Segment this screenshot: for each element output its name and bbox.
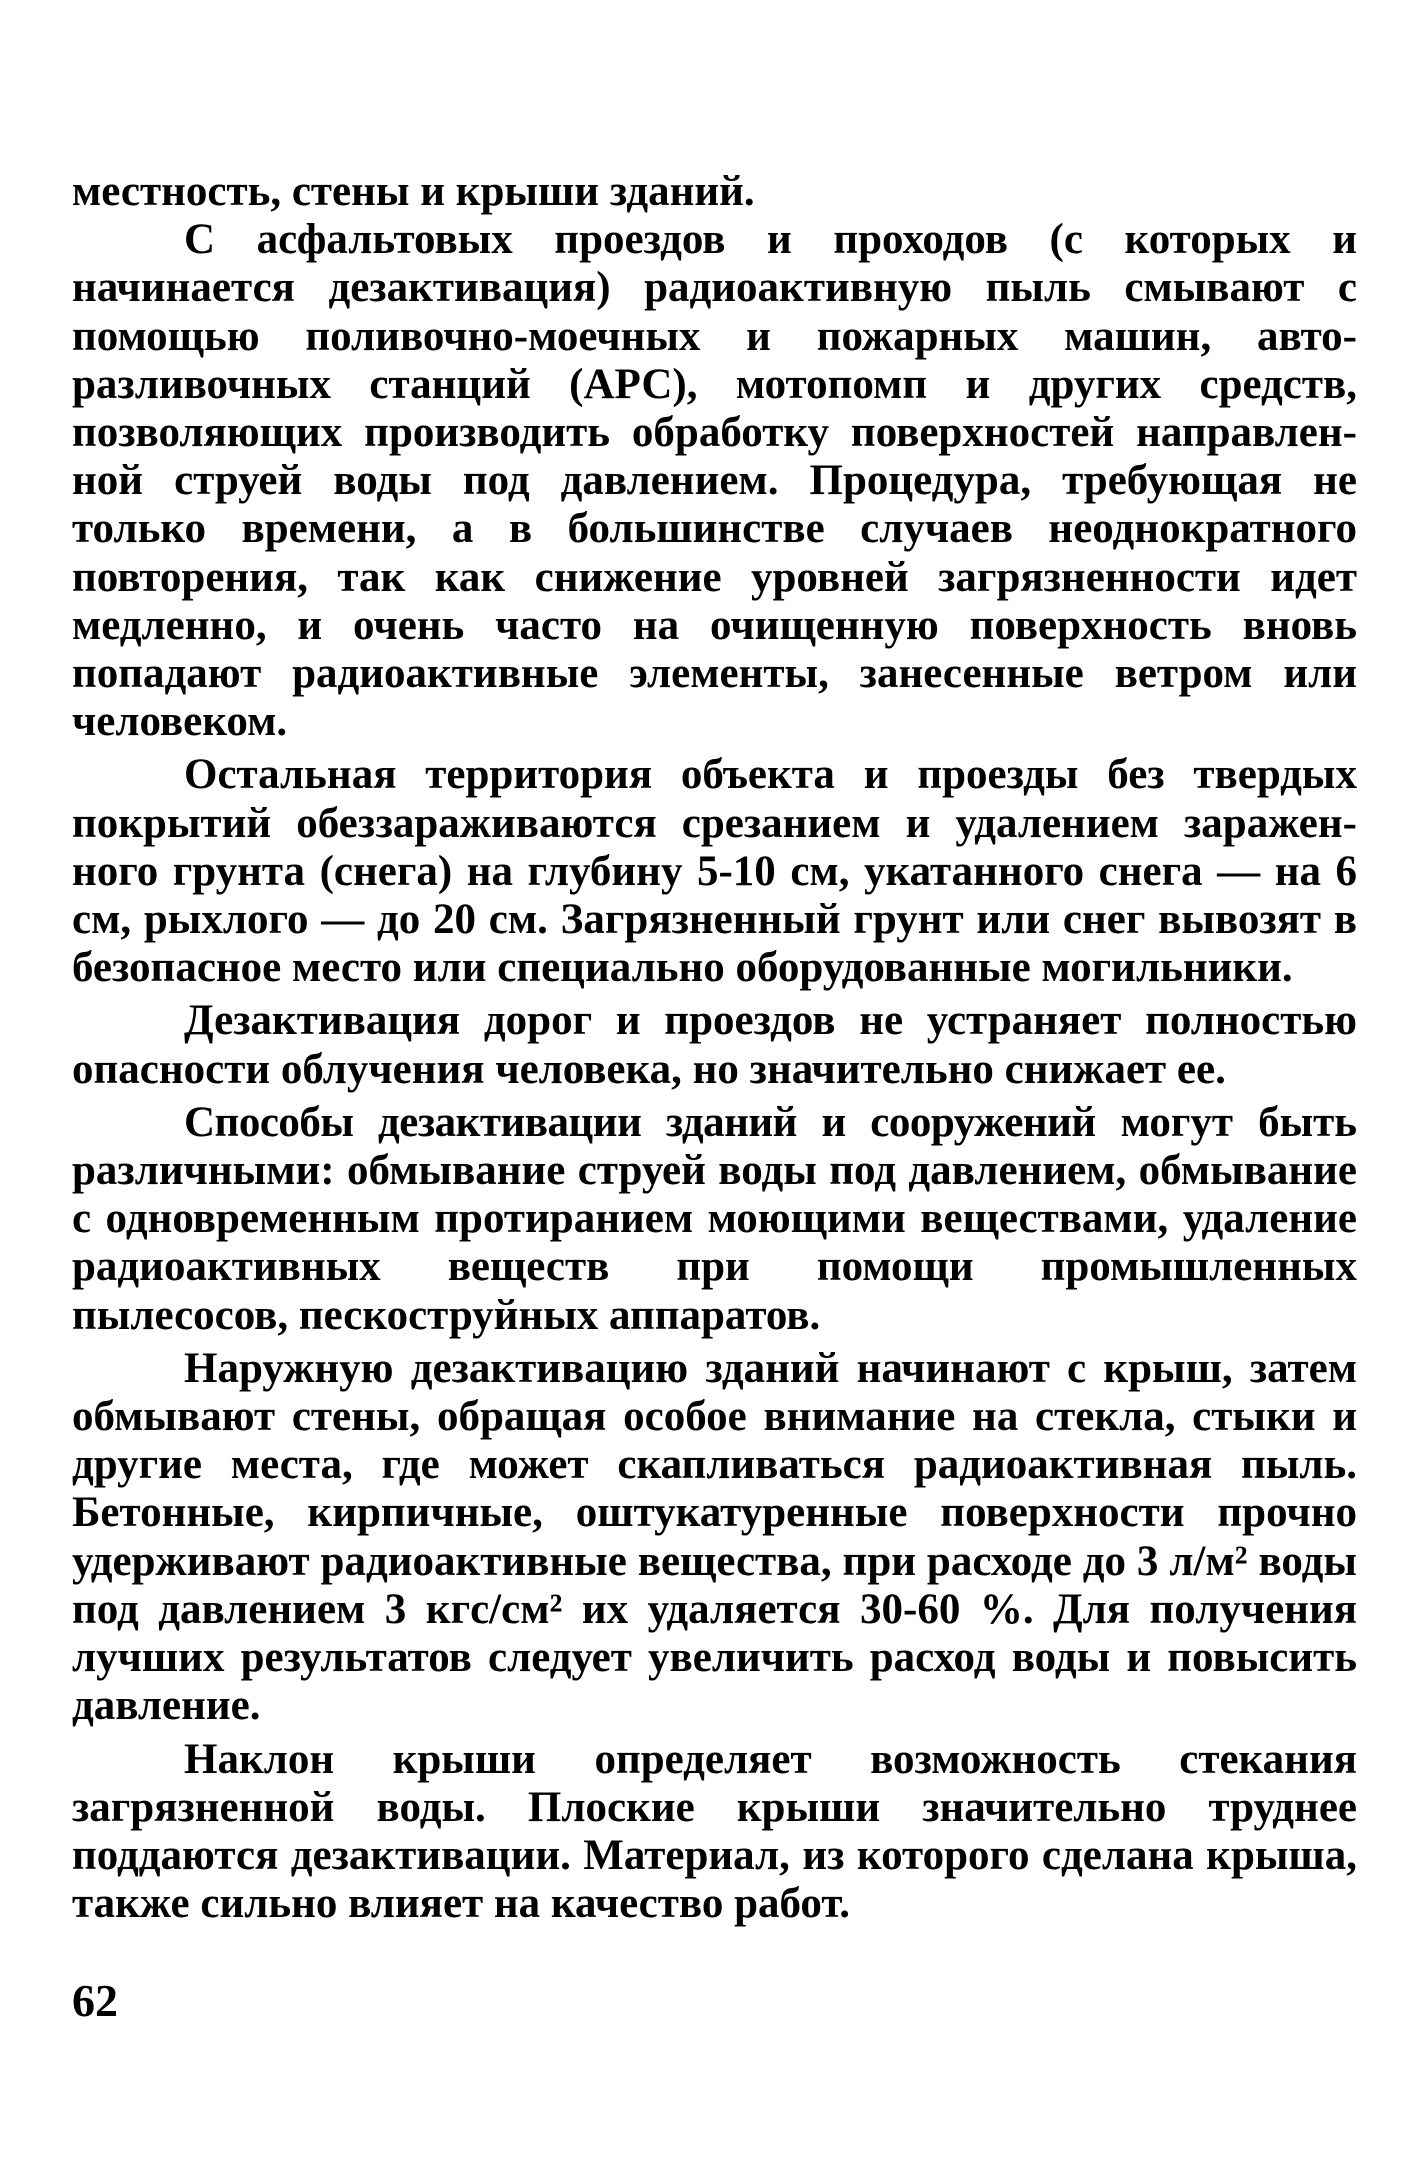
paragraph-road-decontamination: Дезактивация дорог и проездов не устраняет полностью опасности облучения человека, но значительно снижает ее. bbox=[72, 997, 1357, 1093]
page-number: 62 bbox=[72, 1975, 118, 2026]
inline-heading: Способы дезактивации зданий и сооружений bbox=[184, 1098, 1096, 1146]
paragraph-exterior-decontamination: Наружную дезактивацию зданий начинают с крыш, затем обмывают стены, обращая особое внимание на стекла, стыки и другие места, где может скапливаться радиоактивная пыль. Бетонные, кирпичные, оштукатуренные поверхности прочно удерживают радиоактивные вещества, при расходе до 3 л/м² воды под давлением 3 кгс/см² их удаляется 30-60 %. Для получения лучших результатов следует увеличить расход воды и повысить давление. bbox=[72, 1344, 1357, 1730]
paragraph-asphalt-roads: С асфальтовых проездов и проходов (с которых и начинается дезактивация) радиоактивную пыль смывают с помощью поливочно-моечных и пожарных машин, авторазливочных станций (АРС), мотопомп и других средств, позволяющих производить обработку поверхностей направленной струей воды под давлением. Процедура, требующая не только времени, а в большинстве случаев неоднократного повторения, так как снижение уровней загрязненности идет медленно, и очень часто на очищенную поверхность вновь попадают радиоактивные элементы, занесенные ветром или человеком. bbox=[72, 216, 1357, 746]
paragraph-remaining-territory: Остальная территория объекта и проезды без твердых покрытий обеззараживаются срезанием и удалением зараженного грунта (снега) на глубину 5-10 см, укатанного снега — на 6 см, рыхлого — до 20 см. Загрязненный грунт или снег вывозят в безопасное место или специально оборудованные могильники. bbox=[72, 751, 1357, 992]
paragraph-text: могут быть различными: обмывание струей воды под давлением, обмывание с одновременным протиранием моющими веществами, удаление радиоактивных веществ при помощи промышленных пылесосов, пескоструйных аппаратов. bbox=[72, 1098, 1357, 1339]
paragraph-building-methods bbox=[72, 1099, 1357, 1340]
page-body bbox=[72, 168, 1357, 1928]
paragraph-roof-slope: Наклон крыши определяет возможность стекания загрязненной воды. Плоские крыши значительно труднее поддаются дезактивации. Материал, из которого сделана крыша, также сильно влияет на качество работ. bbox=[72, 1735, 1357, 1928]
paragraph-continuation: местность, стены и крыши зданий. bbox=[72, 168, 755, 215]
